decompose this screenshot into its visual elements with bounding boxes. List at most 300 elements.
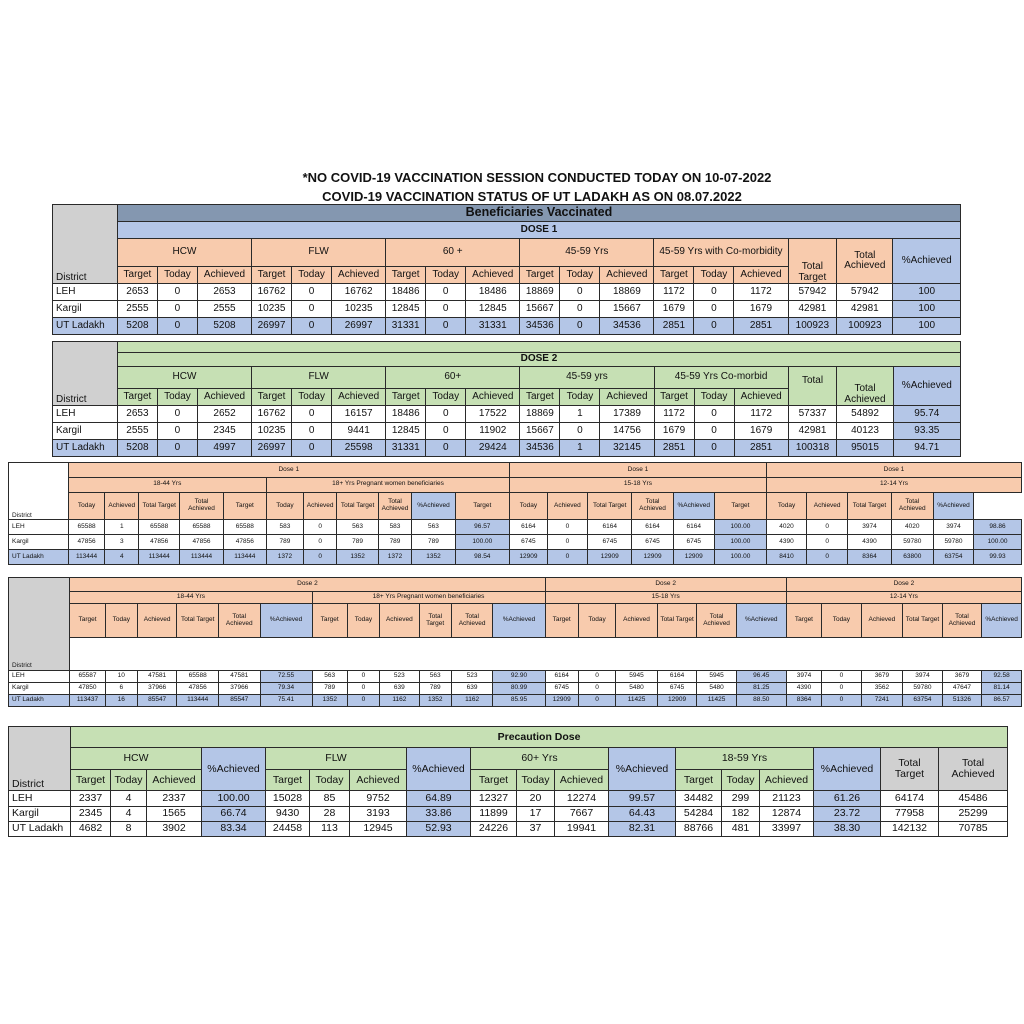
table-row: [9, 520, 1022, 535]
total-target-header: Total Target: [881, 748, 939, 791]
data-cell: 77958: [881, 806, 939, 821]
data-cell: 2851: [734, 318, 788, 335]
data-cell: 99.93: [974, 550, 1022, 565]
data-cell: 10: [105, 670, 137, 682]
data-cell: 789: [378, 535, 412, 550]
table-row: [9, 550, 1022, 565]
data-cell: 2345: [71, 806, 111, 821]
col-header: Total Achieved: [451, 604, 493, 638]
data-cell: 34536: [600, 318, 654, 335]
table-row: [53, 423, 961, 440]
data-cell: 92.90: [493, 670, 545, 682]
district-header-cell: [9, 463, 69, 520]
col-header: Achieved: [303, 492, 337, 520]
data-cell: 0: [303, 520, 337, 535]
precaution-title: Precaution Dose: [71, 727, 1008, 748]
district-header: District: [12, 778, 45, 791]
table-row: [9, 670, 1022, 682]
data-cell: 563: [337, 520, 378, 535]
data-cell: 99.57: [609, 791, 676, 806]
data-cell: 25598: [332, 440, 386, 457]
data-cell: 45486: [939, 791, 1008, 806]
data-cell: 42981: [788, 423, 837, 440]
data-cell: 11425: [697, 694, 737, 706]
table-row: [9, 821, 1008, 836]
data-cell: 12845: [466, 301, 520, 318]
data-cell: 299: [722, 791, 760, 806]
data-cell: 14756: [600, 423, 654, 440]
dose-label: DOSE 2: [117, 353, 960, 367]
col-header: Achieved: [197, 267, 251, 284]
col-header: Target: [223, 492, 266, 520]
col-header: Total Target: [587, 492, 631, 520]
data-cell: 789: [419, 682, 451, 694]
data-cell: 0: [303, 550, 337, 565]
col-header: Today: [347, 604, 379, 638]
col-header: Today: [68, 492, 105, 520]
col-header: Today: [310, 769, 350, 791]
col-header: Total Achieved: [891, 492, 933, 520]
data-cell: 6745: [657, 682, 697, 694]
data-cell: 0: [560, 284, 600, 301]
data-cell: 0: [807, 535, 848, 550]
col-header: Achieved: [861, 604, 903, 638]
data-cell: 85547: [137, 694, 177, 706]
data-cell: 142132: [881, 821, 939, 836]
data-cell: 37966: [137, 682, 177, 694]
column-headers: [9, 492, 1022, 520]
col-header: Target: [117, 267, 157, 284]
data-cell: 639: [380, 682, 420, 694]
data-cell: 65587: [70, 670, 105, 682]
data-cell: 0: [694, 318, 734, 335]
data-cell: 639: [451, 682, 493, 694]
data-cell: 523: [451, 670, 493, 682]
data-cell: 81.25: [736, 682, 786, 694]
data-cell: 15667: [600, 301, 654, 318]
data-cell: 15028: [266, 791, 310, 806]
group-header: 12-14 Yrs: [766, 477, 1021, 492]
dose-label: Dose 2: [786, 578, 1021, 592]
data-cell: 3974: [933, 520, 973, 535]
data-cell: 93.35: [893, 423, 960, 440]
data-cell: 113444: [177, 694, 219, 706]
data-cell: 61.26: [814, 791, 881, 806]
data-cell: 54284: [676, 806, 722, 821]
data-cell: 1352: [312, 694, 347, 706]
data-cell: 0: [347, 682, 379, 694]
data-cell: 59780: [933, 535, 973, 550]
col-header: Target: [455, 492, 509, 520]
col-header: Total Target: [903, 604, 943, 638]
data-cell: 47581: [137, 670, 177, 682]
data-cell: 31331: [466, 318, 520, 335]
data-cell: 100.00: [714, 520, 766, 535]
data-cell: 0: [694, 301, 734, 318]
data-cell: 26997: [252, 318, 292, 335]
district-header-cell: [53, 342, 118, 406]
dose1-table: [52, 204, 961, 335]
col-header: %Achieved: [933, 492, 973, 520]
precaution-dose-table: [8, 726, 1008, 837]
data-cell: 1679: [734, 301, 788, 318]
data-cell: 0: [292, 318, 332, 335]
data-cell: 1352: [337, 550, 378, 565]
total-header: Total Target: [788, 239, 837, 284]
data-cell: 113444: [223, 550, 266, 565]
dose1-age-table: [8, 462, 1022, 565]
data-cell: 0: [426, 440, 466, 457]
col-header: Today: [157, 267, 197, 284]
data-cell: 2851: [734, 440, 788, 457]
col-header: Target: [70, 604, 105, 638]
col-header: Achieved: [555, 769, 609, 791]
data-cell: 0: [560, 301, 600, 318]
data-cell: 1679: [654, 423, 694, 440]
data-cell: 59780: [891, 535, 933, 550]
data-cell: 0: [578, 682, 615, 694]
data-cell: 16: [105, 694, 137, 706]
dose-label: DOSE 1: [117, 222, 960, 239]
col-header: Today: [722, 769, 760, 791]
district-cell: Kargil: [9, 535, 69, 550]
data-cell: 57337: [788, 406, 837, 423]
data-cell: 95015: [837, 440, 893, 457]
data-cell: 3562: [861, 682, 903, 694]
data-cell: 47850: [70, 682, 105, 694]
col-header: Total Achieved: [942, 604, 982, 638]
data-cell: 38.30: [814, 821, 881, 836]
data-cell: 0: [292, 423, 332, 440]
data-cell: 85.95: [493, 694, 545, 706]
district-cell: LEH: [9, 670, 70, 682]
col-header: Achieved: [350, 769, 407, 791]
data-cell: 0: [157, 301, 197, 318]
data-cell: 100: [893, 301, 961, 318]
data-cell: 24226: [471, 821, 517, 836]
col-header: Today: [560, 267, 600, 284]
col-header: Achieved: [547, 492, 587, 520]
data-cell: 86.57: [982, 694, 1022, 706]
data-cell: 789: [312, 682, 347, 694]
col-header: Target: [520, 267, 560, 284]
data-cell: 18486: [386, 284, 426, 301]
data-cell: 0: [694, 423, 734, 440]
data-cell: 0: [157, 423, 197, 440]
col-header: Today: [822, 604, 862, 638]
col-header: Target: [676, 769, 722, 791]
group-header: 60+: [386, 367, 520, 389]
data-cell: 1172: [734, 284, 788, 301]
data-cell: 65588: [177, 670, 219, 682]
data-cell: 2653: [117, 284, 157, 301]
data-cell: 15667: [520, 423, 560, 440]
data-cell: 92.58: [982, 670, 1022, 682]
data-cell: 1352: [419, 694, 451, 706]
data-cell: 47856: [68, 535, 105, 550]
data-cell: 64.43: [609, 806, 676, 821]
data-cell: 0: [694, 440, 734, 457]
data-cell: 83.34: [202, 821, 266, 836]
data-cell: 7241: [861, 694, 903, 706]
col-header: Achieved: [332, 267, 386, 284]
data-cell: 98.54: [455, 550, 509, 565]
data-cell: 4020: [766, 520, 806, 535]
title-no-session: *NO COVID-19 VACCINATION SESSION CONDUCTED TODAY ON 10-07-2022: [302, 170, 772, 185]
data-cell: 8: [111, 821, 147, 836]
data-cell: 15667: [520, 301, 560, 318]
data-cell: 5945: [616, 670, 658, 682]
data-cell: 37966: [218, 682, 260, 694]
data-cell: 70785: [939, 821, 1008, 836]
data-cell: 17522: [466, 406, 520, 423]
col-header: Today: [509, 492, 547, 520]
district-cell: UT Ladakh: [53, 318, 118, 335]
district-cell: UT Ladakh: [53, 440, 118, 457]
data-cell: 789: [267, 535, 304, 550]
data-cell: 789: [337, 535, 378, 550]
group-header: 18+ Yrs Pregnant women beneficiaries: [267, 477, 510, 492]
col-header: Today: [517, 769, 555, 791]
data-cell: 63754: [903, 694, 943, 706]
table-row: [9, 694, 1022, 706]
col-header: Today: [111, 769, 147, 791]
col-header: Today: [426, 389, 466, 406]
district-header: District: [56, 271, 87, 283]
data-cell: 6745: [545, 682, 578, 694]
col-header: %Achieved: [260, 604, 312, 638]
data-cell: 3679: [942, 670, 982, 682]
group-header: 45-59 Yrs with Co-morbidity: [654, 239, 788, 267]
data-cell: 1565: [147, 806, 202, 821]
col-header: Target: [654, 389, 694, 406]
data-cell: 0: [426, 406, 466, 423]
table-row: [53, 406, 961, 423]
data-cell: 34536: [520, 440, 560, 457]
col-header: Target: [545, 604, 578, 638]
col-header: Target: [252, 389, 292, 406]
col-header: Target: [386, 389, 426, 406]
data-cell: 18869: [520, 406, 560, 423]
data-cell: 2653: [117, 406, 157, 423]
data-cell: 0: [578, 694, 615, 706]
col-header: Total Achieved: [180, 492, 223, 520]
data-cell: 10235: [252, 423, 292, 440]
column-headers: [9, 604, 1022, 638]
data-cell: 0: [157, 284, 197, 301]
table-row: [9, 791, 1008, 806]
col-header: Today: [426, 267, 466, 284]
data-cell: 1372: [267, 550, 304, 565]
data-cell: 113437: [70, 694, 105, 706]
data-cell: 1162: [380, 694, 420, 706]
col-header: Target: [266, 769, 310, 791]
data-cell: 3679: [861, 670, 903, 682]
col-header: Achieved: [105, 492, 139, 520]
data-cell: 1352: [412, 550, 455, 565]
total-header: Total Achieved: [837, 239, 893, 284]
data-cell: 52.93: [407, 821, 471, 836]
data-cell: 16157: [332, 406, 386, 423]
data-cell: 523: [380, 670, 420, 682]
data-cell: 5945: [697, 670, 737, 682]
data-cell: 2345: [197, 423, 251, 440]
col-header: Target: [471, 769, 517, 791]
data-cell: 0: [560, 423, 600, 440]
data-cell: 64174: [881, 791, 939, 806]
group-header: HCW: [117, 239, 251, 267]
data-cell: 563: [419, 670, 451, 682]
pct-achieved-header: %Achieved: [814, 748, 881, 791]
group-header: 45-59 yrs: [520, 367, 654, 389]
data-cell: 20: [517, 791, 555, 806]
pct-achieved-header: %Achieved: [893, 239, 961, 284]
data-cell: 10235: [332, 301, 386, 318]
group-header: 15-18 Yrs: [545, 592, 786, 604]
data-cell: 1172: [654, 284, 694, 301]
data-cell: 33.86: [407, 806, 471, 821]
data-cell: 0: [578, 670, 615, 682]
group-header: 12-14 Yrs: [786, 592, 1021, 604]
data-cell: 42981: [788, 301, 837, 318]
col-header: Today: [560, 389, 600, 406]
precaution-rows: [9, 791, 1008, 837]
data-cell: 0: [426, 284, 466, 301]
col-header: Target: [786, 604, 821, 638]
dose1-age-rows: [9, 520, 1022, 565]
data-cell: 47856: [139, 535, 180, 550]
data-cell: 12845: [386, 423, 426, 440]
data-cell: 18869: [520, 284, 560, 301]
data-cell: 100318: [788, 440, 837, 457]
data-cell: 3974: [903, 670, 943, 682]
data-cell: 5480: [697, 682, 737, 694]
data-cell: 2851: [654, 318, 694, 335]
data-cell: 4682: [71, 821, 111, 836]
dose1-rows: [53, 284, 961, 335]
group-header: HCW: [71, 748, 202, 769]
data-cell: 563: [312, 670, 347, 682]
data-cell: 0: [426, 423, 466, 440]
data-cell: 583: [378, 520, 412, 535]
col-header: Total Target: [657, 604, 697, 638]
total-achieved-header: Total Achieved: [939, 748, 1008, 791]
col-header: Total Target: [337, 492, 378, 520]
data-cell: 0: [157, 318, 197, 335]
data-cell: 6745: [673, 535, 714, 550]
data-cell: 6: [105, 682, 137, 694]
group-header: FLW: [266, 748, 407, 769]
data-cell: 31331: [386, 318, 426, 335]
data-cell: 66.74: [202, 806, 266, 821]
data-cell: 3193: [350, 806, 407, 821]
table-row: [9, 535, 1022, 550]
col-header: Achieved: [807, 492, 848, 520]
data-cell: 0: [157, 406, 197, 423]
data-cell: 75.41: [260, 694, 312, 706]
data-cell: 34482: [676, 791, 722, 806]
col-header: Today: [578, 604, 615, 638]
table-row: [53, 284, 961, 301]
district-cell: UT Ladakh: [9, 694, 70, 706]
col-header: Achieved: [332, 389, 386, 406]
data-cell: 4390: [786, 682, 821, 694]
data-cell: 100.00: [714, 550, 766, 565]
table-row: [53, 318, 961, 335]
dose-label: Dose 2: [545, 578, 786, 592]
data-cell: 94.71: [893, 440, 960, 457]
data-cell: 0: [292, 301, 332, 318]
data-cell: 5480: [616, 682, 658, 694]
district-cell: LEH: [9, 791, 71, 806]
district-cell: LEH: [53, 406, 118, 423]
pct-achieved-header: %Achieved: [202, 748, 266, 791]
data-cell: 100923: [837, 318, 893, 335]
group-header: 18-59 Yrs: [676, 748, 814, 769]
data-cell: 59780: [903, 682, 943, 694]
data-cell: 100.00: [455, 535, 509, 550]
data-cell: 96.57: [455, 520, 509, 535]
col-header: %Achieved: [673, 492, 714, 520]
data-cell: 12909: [657, 694, 697, 706]
district-cell: UT Ladakh: [9, 550, 69, 565]
data-cell: 3902: [147, 821, 202, 836]
data-cell: 8410: [766, 550, 806, 565]
data-cell: 18869: [600, 284, 654, 301]
data-cell: 481: [722, 821, 760, 836]
data-cell: 85547: [218, 694, 260, 706]
data-cell: 2652: [197, 406, 251, 423]
data-cell: 113444: [68, 550, 105, 565]
group-header: 60 +: [386, 239, 520, 267]
data-cell: 9752: [350, 791, 407, 806]
district-cell: UT Ladakh: [9, 821, 71, 836]
data-cell: 81.14: [982, 682, 1022, 694]
data-cell: 65588: [180, 520, 223, 535]
data-cell: 5208: [117, 440, 157, 457]
data-cell: 0: [303, 535, 337, 550]
data-cell: 563: [412, 520, 455, 535]
data-cell: 113: [310, 821, 350, 836]
data-cell: 33997: [760, 821, 814, 836]
col-header: Total Target: [139, 492, 180, 520]
data-cell: 1172: [734, 406, 788, 423]
col-header: Total Achieved: [632, 492, 673, 520]
col-header: Achieved: [137, 604, 177, 638]
district-header: District: [56, 393, 87, 405]
data-cell: 19941: [555, 821, 609, 836]
data-cell: 4997: [197, 440, 251, 457]
col-header: Target: [520, 389, 560, 406]
data-cell: 4390: [848, 535, 891, 550]
banner-beneficiaries: Beneficiaries Vaccinated: [117, 205, 960, 222]
data-cell: 0: [822, 694, 862, 706]
data-cell: 4: [111, 806, 147, 821]
group-header: FLW: [252, 239, 386, 267]
district-header: District: [12, 511, 32, 519]
data-cell: 5208: [117, 318, 157, 335]
col-header: Achieved: [197, 389, 251, 406]
data-cell: 3: [105, 535, 139, 550]
data-cell: 42981: [837, 301, 893, 318]
col-header: Target: [252, 267, 292, 284]
data-cell: 3974: [848, 520, 891, 535]
group-header: 18+ Yrs Pregnant women beneficiaries: [312, 592, 545, 604]
data-cell: 113444: [180, 550, 223, 565]
data-cell: 0: [426, 318, 466, 335]
data-cell: 18486: [466, 284, 520, 301]
data-cell: 80.99: [493, 682, 545, 694]
